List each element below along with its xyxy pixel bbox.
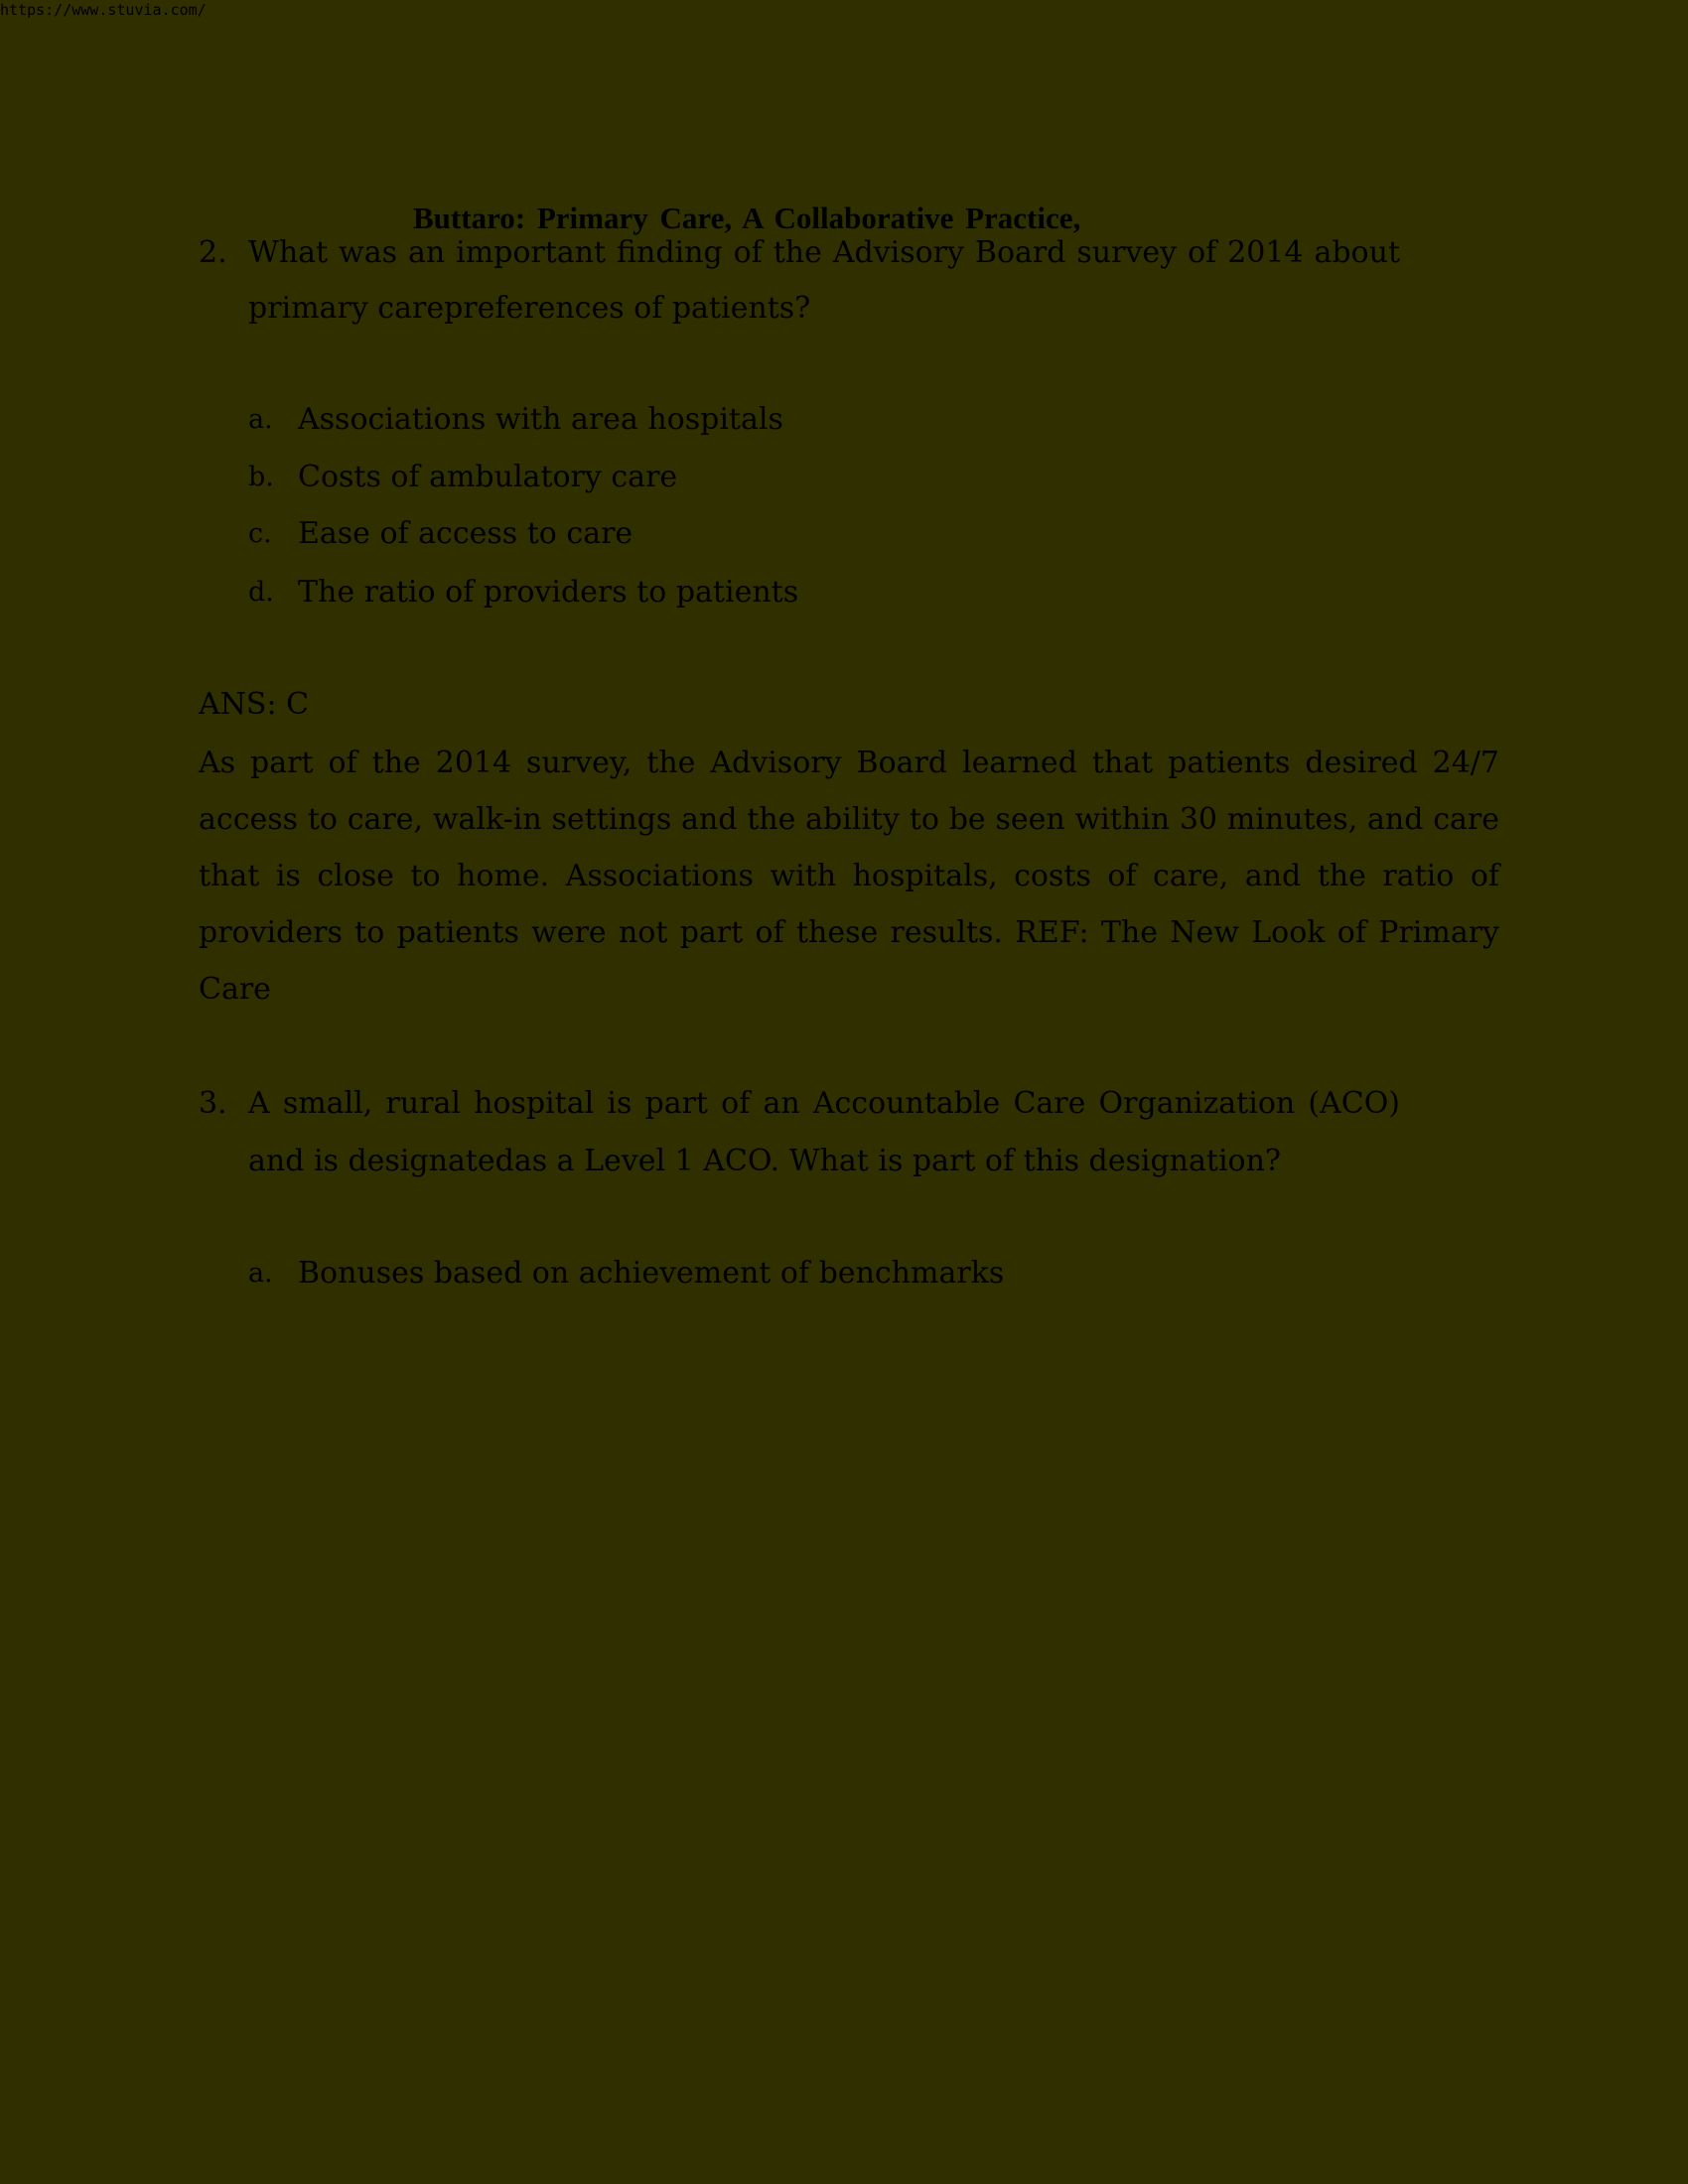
- option-letter: b.: [248, 462, 274, 492]
- question-number: 2.: [199, 235, 227, 270]
- question-number: 3.: [199, 1086, 227, 1121]
- option-text: Bonuses based on achievement of benchmarks: [298, 1256, 1005, 1291]
- question-text: A small, rural hospital is part of an Accountable Care Organization (ACO) and is designatedas a Level 1 ACO. What is part of this designation?: [248, 1086, 1400, 1178]
- answer-explanation: As part of the 2014 survey, the Advisory Board learned that patients desired 24/7 access to care, walk-in settings and the ability to be seen within 30 minutes, and care that is close to home. Associations with hospitals, costs of care, and the ratio of providers to patients were not part of these results. REF: The New Look of Primary Care: [199, 746, 1499, 1007]
- option-letter: a.: [248, 404, 273, 435]
- option-text: Associations with area hospitals: [298, 402, 783, 437]
- question-text: What was an important finding of the Advisory Board survey of 2014 about primary carepreferences of patients?: [248, 235, 1400, 326]
- option-letter: a.: [248, 1258, 273, 1289]
- option-text: Ease of access to care: [298, 516, 633, 551]
- source-url[interactable]: https://www.stuvia.com/: [0, 1, 207, 19]
- answer-key: ANS: C: [199, 687, 310, 722]
- option-letter: d.: [248, 577, 274, 608]
- option-text: The ratio of providers to patients: [298, 575, 799, 610]
- document-title: Buttaro: Primary Care, A Collaborative Practice,: [413, 201, 1081, 235]
- option-text: Costs of ambulatory care: [298, 460, 678, 494]
- option-letter: c.: [248, 518, 272, 549]
